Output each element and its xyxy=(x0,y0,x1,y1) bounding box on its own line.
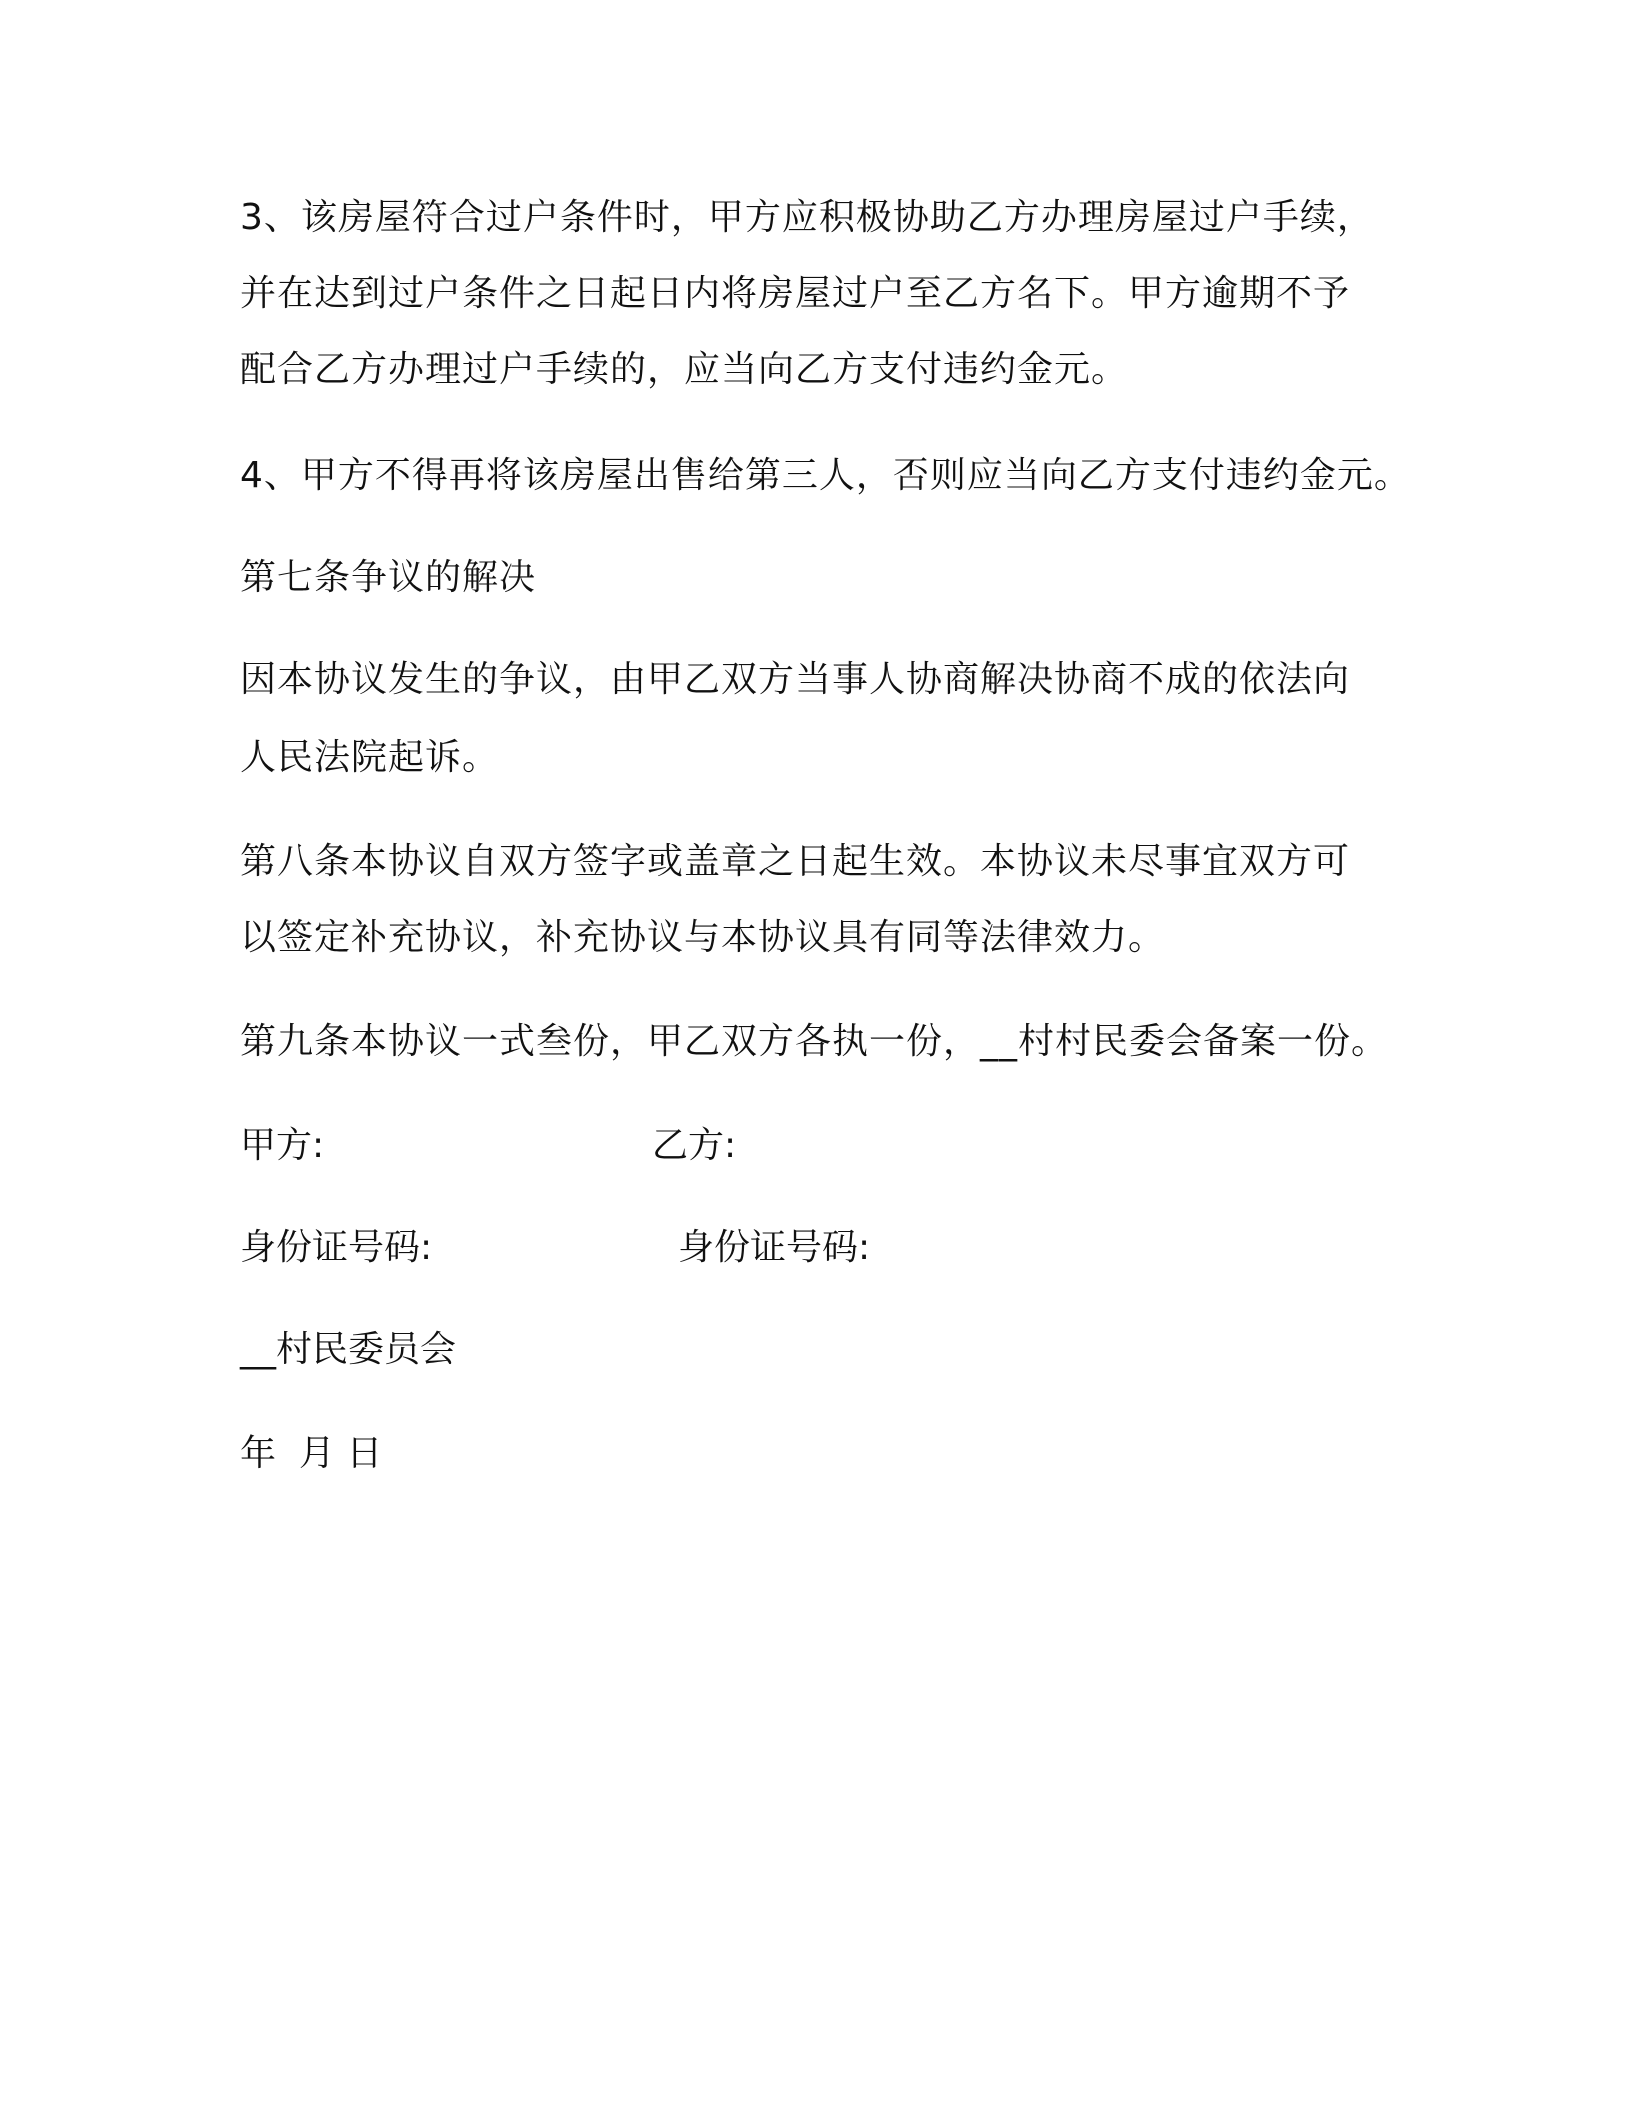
article-9: 第九条本协议一式叁份，甲乙双方各执一份，__村村民委会备案一份。 xyxy=(240,1021,1389,1062)
clause-4: 4、甲方不得再将该房屋出售给第三人，否则应当向乙方支付违约金元。 xyxy=(240,455,1411,496)
clause-3-line-3: 配合乙方办理过户手续的，应当向乙方支付违约金元。 xyxy=(240,349,1129,390)
village-committee-label: __村民委员会 xyxy=(240,1329,457,1370)
party-a-id-label: 身份证号码: xyxy=(240,1227,433,1268)
article-8-line-1: 第八条本协议自双方签字或盖章之日起生效。本协议未尽事宜双方可 xyxy=(240,841,1351,882)
article-7-body-line-2: 人民法院起诉。 xyxy=(240,737,500,778)
party-b-id-label: 身份证号码: xyxy=(678,1227,871,1268)
article-8-line-2: 以签定补充协议，补充协议与本协议具有同等法律效力。 xyxy=(240,917,1166,958)
article-7-body-line-1: 因本协议发生的争议，由甲乙双方当事人协商解决协商不成的依法向 xyxy=(240,659,1351,700)
date-line: 年 月 日 xyxy=(240,1433,383,1474)
party-a-label: 甲方: xyxy=(240,1125,325,1166)
article-7-title: 第七条争议的解决 xyxy=(240,557,537,598)
party-b-label: 乙方: xyxy=(652,1125,737,1166)
clause-3-line-1: 3、该房屋符合过户条件时，甲方应积极协助乙方办理房屋过户手续， xyxy=(240,197,1374,238)
clause-3-line-2: 并在达到过户条件之日起日内将房屋过户至乙方名下。甲方逾期不予 xyxy=(240,273,1351,314)
